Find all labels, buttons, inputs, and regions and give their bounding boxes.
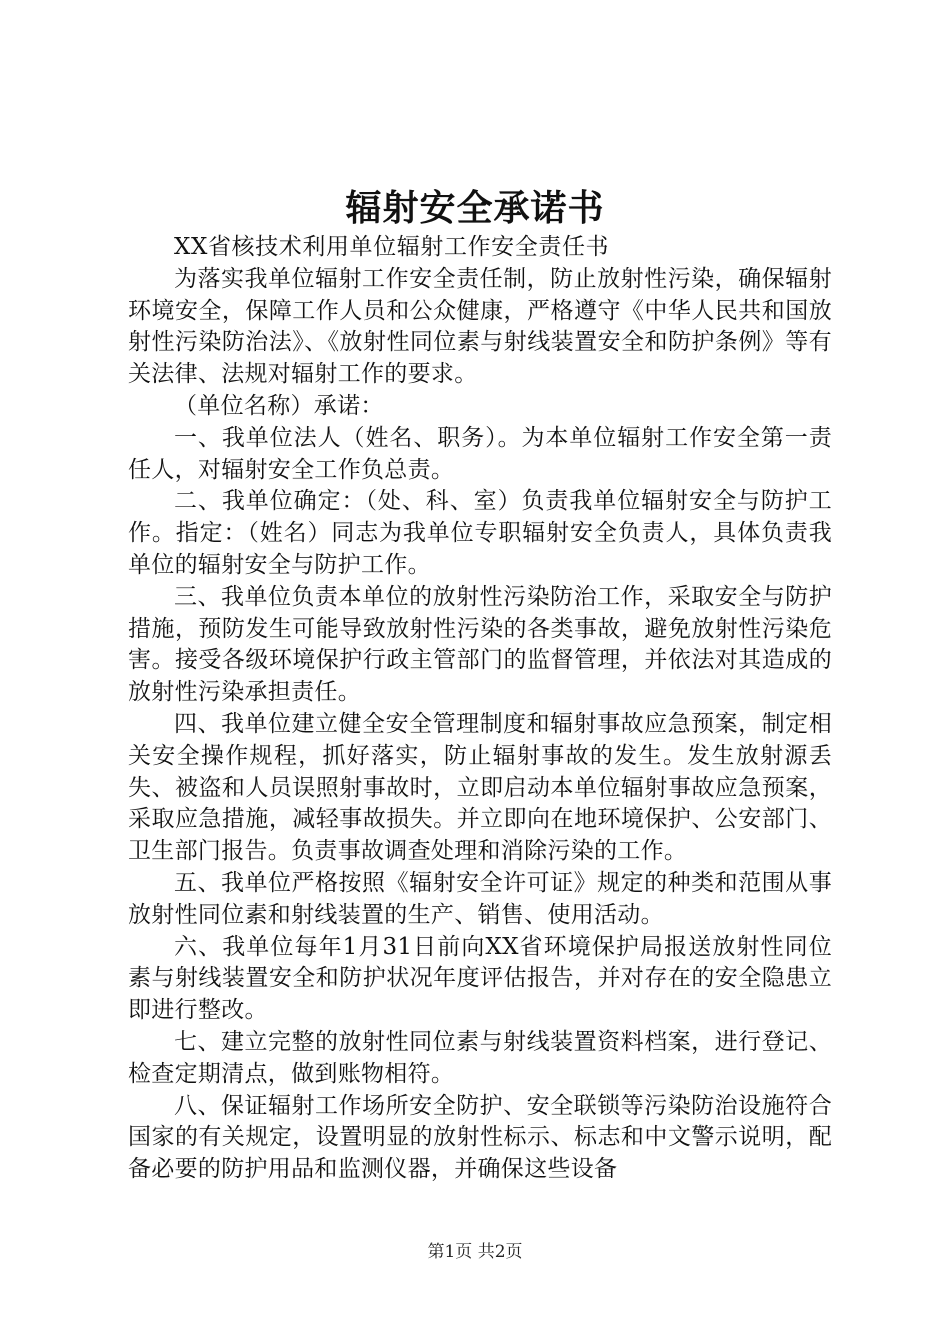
paragraph-item-2: 二、我单位确定：（处、科、室）负责我单位辐射安全与防护工作。指定：（姓名）同志为我单位专职辐射安全负责人，具体负责我单位的辐射安全与防护工作。 xyxy=(128,488,832,578)
paragraph-item-6: 六、我单位每年1月31日前向XX省环境保护局报送放射性同位素与射线装置安全和防护状况年度评估报告，并对存在的安全隐患立即进行整改。 xyxy=(128,933,832,1024)
paragraph-item-5: 五、我单位严格按照《辐射安全许可证》规定的种类和范围从事放射性同位素和射线装置的生产、销售、使用活动。 xyxy=(128,869,832,928)
paragraph-item-4: 四、我单位建立健全安全管理制度和辐射事故应急预案，制定相关安全操作规程，抓好落实，防止辐射事故的发生。发生放射源丢失、被盗和人员误照射事故时，立即启动本单位辐射事故应急预案，采取应急措施，减轻事故损失。并立即向在地环境保护、公安部门、卫生部门报告。负责事故调查处理和消除污染的工作。 xyxy=(128,710,832,865)
page-title: 辐射安全承诺书 xyxy=(345,187,605,229)
document-body xyxy=(128,232,832,1186)
paragraph-item-7: 七、建立完整的放射性同位素与射线装置资料档案，进行登记、检查定期清点，做到账物相符。 xyxy=(128,1028,832,1087)
paragraph-item-3: 三、我单位负责本单位的放射性污染防治工作，采取安全与防护措施，预防发生可能导致放射性污染的各类事故，避免放射性污染危害。接受各级环境保护行政主管部门的监督管理，并依法对其造成的放射性污染承担责任。 xyxy=(128,583,832,706)
paragraph-promise: （单位名称）承诺： xyxy=(174,392,384,419)
page-footer: 第1页 共2页 xyxy=(427,1242,523,1262)
paragraph-item-8: 八、保证辐射工作场所安全防护、安全联锁等污染防治设施符合国家的有关规定，设置明显的放射性标示、标志和中文警示说明，配备必要的防护用品和监测仪器，并确保这些设备 xyxy=(128,1092,832,1183)
document-subtitle: XX省核技术利用单位辐射工作安全责任书 xyxy=(174,234,610,260)
paragraph-intro: 为落实我单位辐射工作安全责任制，防止放射性污染，确保辐射环境安全，保障工作人员和公众健康，严格遵守《中华人民共和国放射性污染防治法》、《放射性同位素与射线装置安全和防护条例》等有关法律、法规对辐射工作的要求。 xyxy=(128,265,832,388)
paragraph-item-1: 一、我单位法人（姓名、职务）。为本单位辐射工作安全第一责任人，对辐射安全工作负总责。 xyxy=(128,424,832,483)
